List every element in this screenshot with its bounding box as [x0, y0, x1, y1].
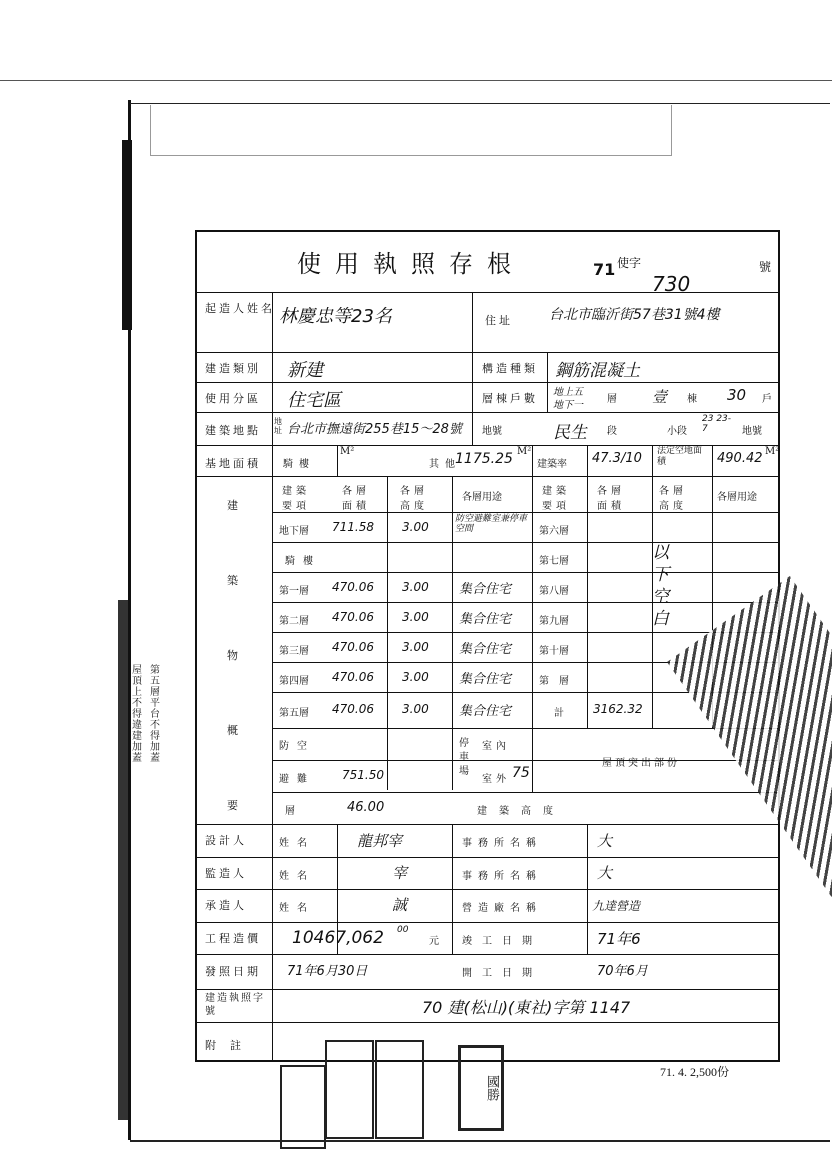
col-height-header: 各層高度 [400, 486, 428, 512]
height-label: 建築高度 [477, 806, 565, 817]
completion-date: 71年6 [597, 930, 641, 948]
contractor-firm-label: 營造廠名稱 [462, 903, 542, 914]
line [452, 824, 453, 954]
completion-label: 竣工日期 [462, 936, 542, 947]
seal-stamp-2 [325, 1040, 374, 1139]
address-label: 住址 [485, 314, 513, 327]
floor-area: 470.06 [332, 640, 374, 654]
cost-unit: 元 [429, 936, 439, 947]
floor-area: 470.06 [332, 670, 374, 684]
structure-label: 構造種類 [482, 362, 538, 375]
line [472, 292, 473, 352]
line [547, 352, 548, 412]
floor-name-right: 第六層 [539, 526, 569, 537]
floor-area: 470.06 [332, 580, 374, 594]
bldg-label-4: 概 [227, 724, 241, 737]
building-count: 壹 [652, 388, 668, 406]
total-label: 計 [554, 708, 564, 719]
print-run-note: 71. 4. 2,500份 [660, 1065, 730, 1079]
site-label: 建築地點 [205, 424, 261, 437]
lot-number: 23 23-7 [702, 414, 732, 434]
name-seal-stamp: 國勝 [458, 1045, 504, 1131]
m2-unit: M² [340, 446, 355, 457]
floor-name: 騎樓 [285, 556, 321, 567]
col-height-header-right: 各層高度 [659, 486, 687, 512]
structure-value: 鋼筋混凝土 [555, 361, 640, 381]
line [197, 292, 780, 293]
floor-name-right: 第 層 [539, 676, 569, 687]
issue-date-label: 發照日期 [205, 965, 261, 978]
lot-unit: 地號 [742, 426, 762, 437]
total-value: 3162.32 [593, 702, 643, 716]
faint-underlying-form [150, 105, 672, 156]
floor-height: 3.00 [402, 580, 429, 594]
parking-indoor: 室內 [482, 741, 510, 752]
line [272, 632, 780, 633]
floor-area: 711.58 [332, 520, 374, 534]
floor-height: 3.00 [402, 610, 429, 624]
unit-count: 30 [727, 386, 747, 404]
line [197, 889, 780, 890]
zoning-value: 住宅區 [287, 390, 341, 411]
designer-label: 設計人 [205, 834, 247, 847]
line [272, 792, 780, 793]
parking-outdoor: 室外 [482, 774, 510, 785]
designer-name: 龍邦宰 [357, 832, 403, 850]
line [197, 1022, 780, 1023]
line [197, 922, 780, 923]
floor-name: 第三層 [279, 646, 309, 657]
line [197, 476, 780, 477]
floor-area: 470.06 [332, 610, 374, 624]
supervisor-office: 大 [597, 864, 613, 882]
coverage-value: 47.3/10 [592, 451, 642, 466]
section-unit: 段 [607, 426, 617, 437]
bldg-label-5: 要 [227, 799, 241, 812]
floors-below: 地下一 [553, 400, 583, 411]
line [197, 382, 780, 383]
floor-name-right: 第九層 [539, 616, 569, 627]
start-date: 70年6月 [597, 964, 648, 979]
m2-unit: M² [765, 446, 780, 457]
floor-name: 第四層 [279, 676, 309, 687]
contractor-label: 承造人 [205, 899, 247, 912]
supervisor-label: 監造人 [205, 867, 247, 880]
m2-unit: M² [517, 446, 532, 457]
col-area-header-right: 各層面積 [597, 486, 625, 512]
permit-number: 70 建(松山)(東社)字第 1147 [422, 998, 631, 1017]
scan-shadow-left-lower [118, 600, 128, 1120]
line [472, 352, 473, 445]
cost-cents: 00 [397, 925, 409, 935]
col-usage-header-right: 各層用途 [717, 492, 757, 503]
misc-value: 46.00 [347, 800, 385, 815]
issue-date: 71年6月30日 [287, 964, 368, 979]
floor-usage: 集合住宅 [459, 612, 512, 627]
line [197, 857, 780, 858]
scan-top-line [130, 103, 830, 104]
line [272, 760, 780, 761]
line [452, 476, 453, 790]
line [272, 572, 780, 573]
line [587, 824, 588, 954]
floor-usage: 防空避難室兼停車空間 [455, 514, 528, 534]
license-number: 730 [652, 272, 691, 296]
site-addr-prefix: 地址 [274, 417, 282, 435]
remark-label: 附註 [205, 1039, 255, 1052]
building-unit: 棟 [687, 394, 697, 405]
construction-type-value: 新建 [287, 360, 323, 381]
scan-bottom-line [130, 1140, 830, 1142]
section-name: 民生 [553, 423, 587, 443]
col-item-header: 建築要項 [282, 486, 310, 512]
sub-section-label: 小段 [667, 426, 687, 437]
contractor-name-label: 姓名 [279, 903, 315, 914]
floor-name: 第二層 [279, 616, 309, 627]
misc-label: 層 [285, 806, 295, 817]
parking-outdoor-value: 75 [512, 765, 530, 781]
other-label: 其他 [429, 459, 461, 470]
side-note-1: 屋頂上不得違建加蓋 [132, 665, 142, 764]
line [197, 954, 780, 955]
bldg-label-3: 物 [227, 649, 241, 662]
floor-height: 3.00 [402, 520, 429, 534]
license-char: 使字 [617, 256, 642, 270]
site-area-label: 基地面積 [205, 457, 261, 470]
floor-height: 3.00 [402, 702, 429, 716]
line [197, 352, 780, 353]
floor-usage: 集合住宅 [459, 704, 512, 719]
start-date-label: 開工日期 [462, 968, 542, 979]
line [337, 445, 338, 476]
shelter-label: 防空 [279, 741, 315, 752]
floors-count-label: 層棟戶數 [482, 392, 538, 405]
line [587, 445, 588, 728]
contractor-name: 誠 [392, 896, 408, 914]
floor-height: 3.00 [402, 670, 429, 684]
license-prefix: 71 [593, 260, 616, 279]
annex-label: 騎樓 [283, 459, 315, 470]
floor-usage: 集合住宅 [459, 582, 512, 597]
parking-label: 停車場 [459, 738, 469, 777]
seal-stamp-1 [280, 1065, 326, 1149]
roof-protrusion-label: 屋頂突出部份 [602, 758, 680, 769]
site-address: 台北市撫遠街255巷15～28號 [287, 422, 462, 437]
designer-name-label: 姓名 [279, 838, 315, 849]
floors-above: 地上五 [553, 387, 583, 398]
form-title: 使用執照存根 [297, 250, 525, 278]
contractor-firm: 九達營造 [592, 899, 641, 913]
zoning-label: 使用分區 [205, 392, 261, 405]
shelter-value: 751.50 [342, 768, 384, 782]
cost-label: 工程造價 [205, 932, 261, 945]
line [272, 292, 273, 1062]
floor-name: 地下層 [279, 526, 309, 537]
line [197, 824, 780, 825]
line [532, 445, 533, 792]
owner-label: 起造人姓名 [205, 302, 275, 315]
shelter-label-2: 避難 [279, 774, 315, 785]
floor-name-right: 第七層 [539, 556, 569, 567]
usage-license-stub-form [195, 230, 780, 1062]
floor-name-right: 第十層 [539, 646, 569, 657]
floor-usage: 集合住宅 [459, 642, 512, 657]
other-area-value: 1175.25 [455, 451, 513, 467]
floor-name-right: 第八層 [539, 586, 569, 597]
floor-height: 3.00 [402, 640, 429, 654]
line [387, 476, 388, 790]
line [272, 542, 780, 543]
line [272, 728, 780, 729]
blank-below-note: 以下空白 [652, 543, 669, 629]
floor-area: 470.06 [332, 702, 374, 716]
col-area-header: 各層面積 [342, 486, 370, 512]
bldg-label-2: 築 [227, 574, 241, 587]
scan-edge-top [0, 80, 832, 81]
legal-open-space-value: 490.42 [717, 451, 763, 466]
supervisor-name: 宰 [392, 864, 408, 882]
address-value: 台北市臨沂街57巷31號4樓 [549, 307, 720, 323]
seal-stamp-3 [375, 1040, 424, 1139]
scan-shadow-left [122, 140, 132, 330]
license-suffix: 號 [759, 260, 772, 274]
floor-unit: 層 [607, 394, 617, 405]
line [272, 512, 780, 513]
cost-value: 10467,062 [292, 928, 384, 948]
land-label: 地號 [482, 426, 502, 437]
owner-value: 林慶忠等23名 [279, 306, 392, 327]
construction-type-label: 建造類別 [205, 362, 261, 375]
line [197, 412, 780, 413]
permit-number-label: 建造執照字號 [205, 993, 265, 1017]
floor-usage: 集合住宅 [459, 672, 512, 687]
unit-unit: 戶 [762, 394, 772, 405]
supervisor-name-label: 姓名 [279, 871, 315, 882]
line [197, 989, 780, 990]
col-item-header-right: 建築要項 [542, 486, 570, 512]
line [272, 602, 780, 603]
legal-open-space-label: 法定空地面積 [657, 446, 703, 467]
supervisor-office-label: 事務所名稱 [462, 871, 542, 882]
floor-name: 第一層 [279, 586, 309, 597]
coverage-label: 建築率 [537, 459, 567, 470]
col-usage-header: 各層用途 [462, 492, 502, 503]
designer-office: 大 [597, 832, 613, 850]
side-note-2: 第五層平台不得加蓋 [150, 665, 160, 764]
designer-office-label: 事務所名稱 [462, 838, 542, 849]
floor-name: 第五層 [279, 708, 309, 719]
bldg-label-1: 建 [227, 499, 241, 512]
